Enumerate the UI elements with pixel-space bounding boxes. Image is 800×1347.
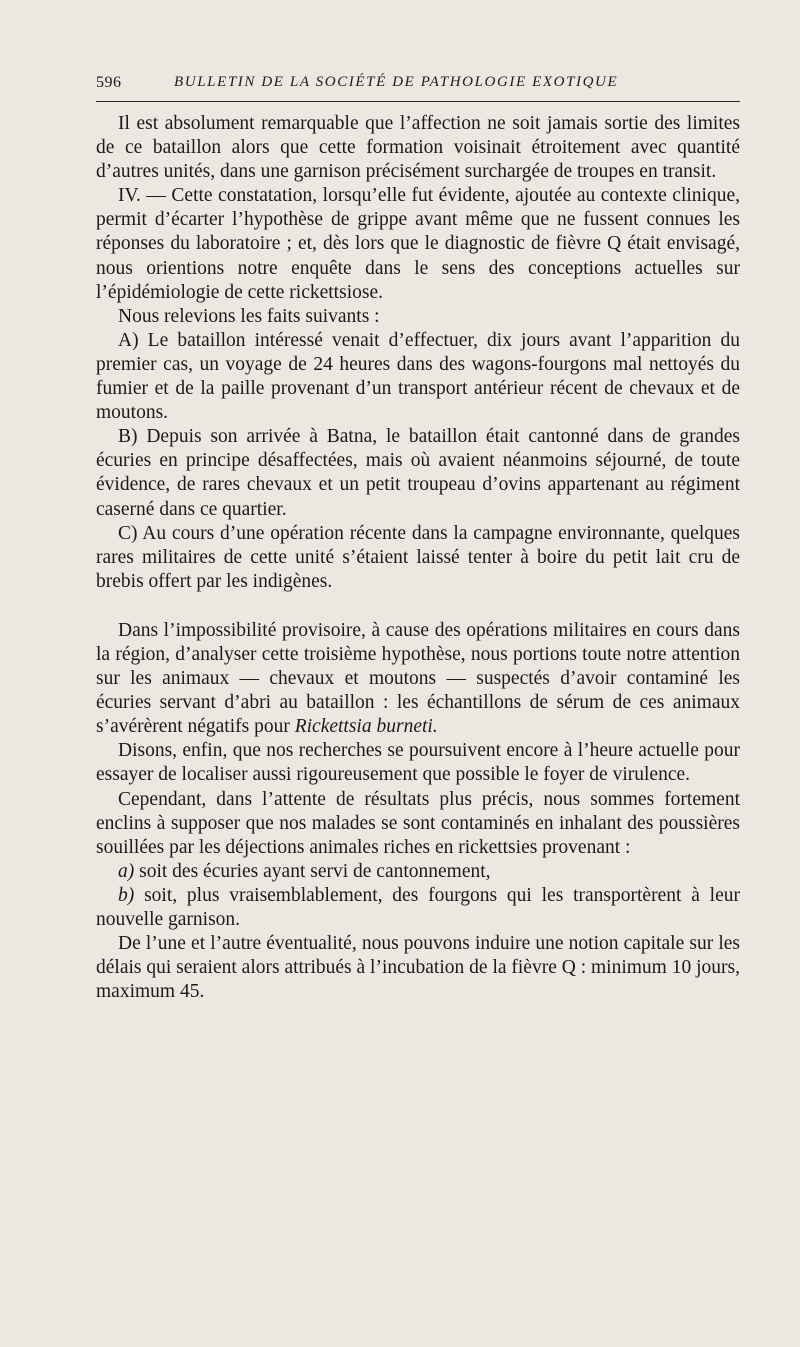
page-number: 596	[96, 74, 122, 91]
list-item-b	[96, 884, 740, 932]
list-text-b: soit, plus vraisemblablement, des fourgons qui les transportèrent à leur nouvelle garnison.	[96, 884, 740, 930]
running-title: BULLETIN DE LA SOCIÉTÉ DE PATHOLOGIE EXOTIQUE	[174, 74, 619, 90]
list-item-a	[96, 860, 740, 884]
paragraph-facts-intro: Nous relevions les faits suivants :	[118, 305, 380, 327]
paragraph-ongoing-research: Disons, enfin, que nos recherches se poursuivent encore à l’heure actuelle pour essayer de localiser aussi rigoureusement que possible le foyer de virulence.	[96, 740, 740, 786]
paragraph-fact-b: B) Depuis son arrivée à Batna, le bataillon était cantonné dans de grandes écuries en principe désaffectées, mais où avaient néanmoins séjourné, de toute évidence, de rares chevaux et un petit troupeau d’ovins appartenant au régiment caserné dans ce quartier.	[96, 426, 740, 520]
serum-results-text: Dans l’impossibilité provisoire, à cause des opérations militaires en cours dans la région, d’analyser cette troisième hypothèse, nous portions toute notre attention sur les animaux — chevaux et moutons — suspectés d’avoir contaminé les écuries servant d’abri au bataillon : les échantillons de sérum de ces animaux s’avérèrent négatifs pour	[96, 619, 740, 738]
header-rule	[96, 101, 740, 102]
running-header	[96, 74, 740, 102]
list-text-a: soit des écuries ayant servi de cantonnement,	[134, 860, 491, 882]
paragraph-incubation-conclusion: De l’une et l’autre éventualité, nous pouvons induire une notion capitale sur les délais qui seraient alors attribués à l’incubation de la fièvre Q : minimum 10 jours, maximum 45.	[96, 933, 740, 1003]
species-name: Rickettsia burneti.	[294, 716, 438, 738]
paragraph-section-iv: IV. — Cette constatation, lorsqu’elle fut évidente, ajoutée au contexte clinique, permit d’écarter l’hypothèse de grippe avant même que ne fussent connues les réponses du laboratoire ; et, dès lors que le diagnostic de fièvre Q était envisagé, nous orientions notre enquête dans le sens des conceptions actuelles sur l’épidémiologie de cette rickettsiose.	[96, 185, 740, 303]
list-label-b: b)	[118, 884, 135, 906]
paragraph-serum-results	[96, 619, 740, 739]
list-label-a: a)	[118, 860, 135, 882]
paragraph-isolation-remark: Il est absolument remarquable que l’affection ne soit jamais sortie des limites de ce bataillon alors que cette formation voisinait étroitement avec quantité d’autres unités, dans une garnison précisément surchargée de troupes en transit.	[96, 113, 740, 183]
article-body	[96, 112, 740, 1004]
paragraph-fact-c: C) Au cours d’une opération récente dans la campagne environnante, quelques rares militaires de cette unité s’étaient laissé tenter à boire du petit lait cru de brebis offert par les indigènes.	[96, 522, 740, 592]
paragraph-contamination-hypothesis: Cependant, dans l’attente de résultats plus précis, nous sommes fortement enclins à supposer que nos malades se sont contaminés en inhalant des poussières souillées par les déjections animales riches en rickettsies provenant :	[96, 788, 740, 858]
paragraph-fact-a: A) Le bataillon intéressé venait d’effectuer, dix jours avant l’apparition du premier cas, un voyage de 24 heures dans des wagons-fourgons mal nettoyés du fumier et de la paille provenant d’un transport antérieur récent de chevaux et de moutons.	[96, 329, 740, 424]
